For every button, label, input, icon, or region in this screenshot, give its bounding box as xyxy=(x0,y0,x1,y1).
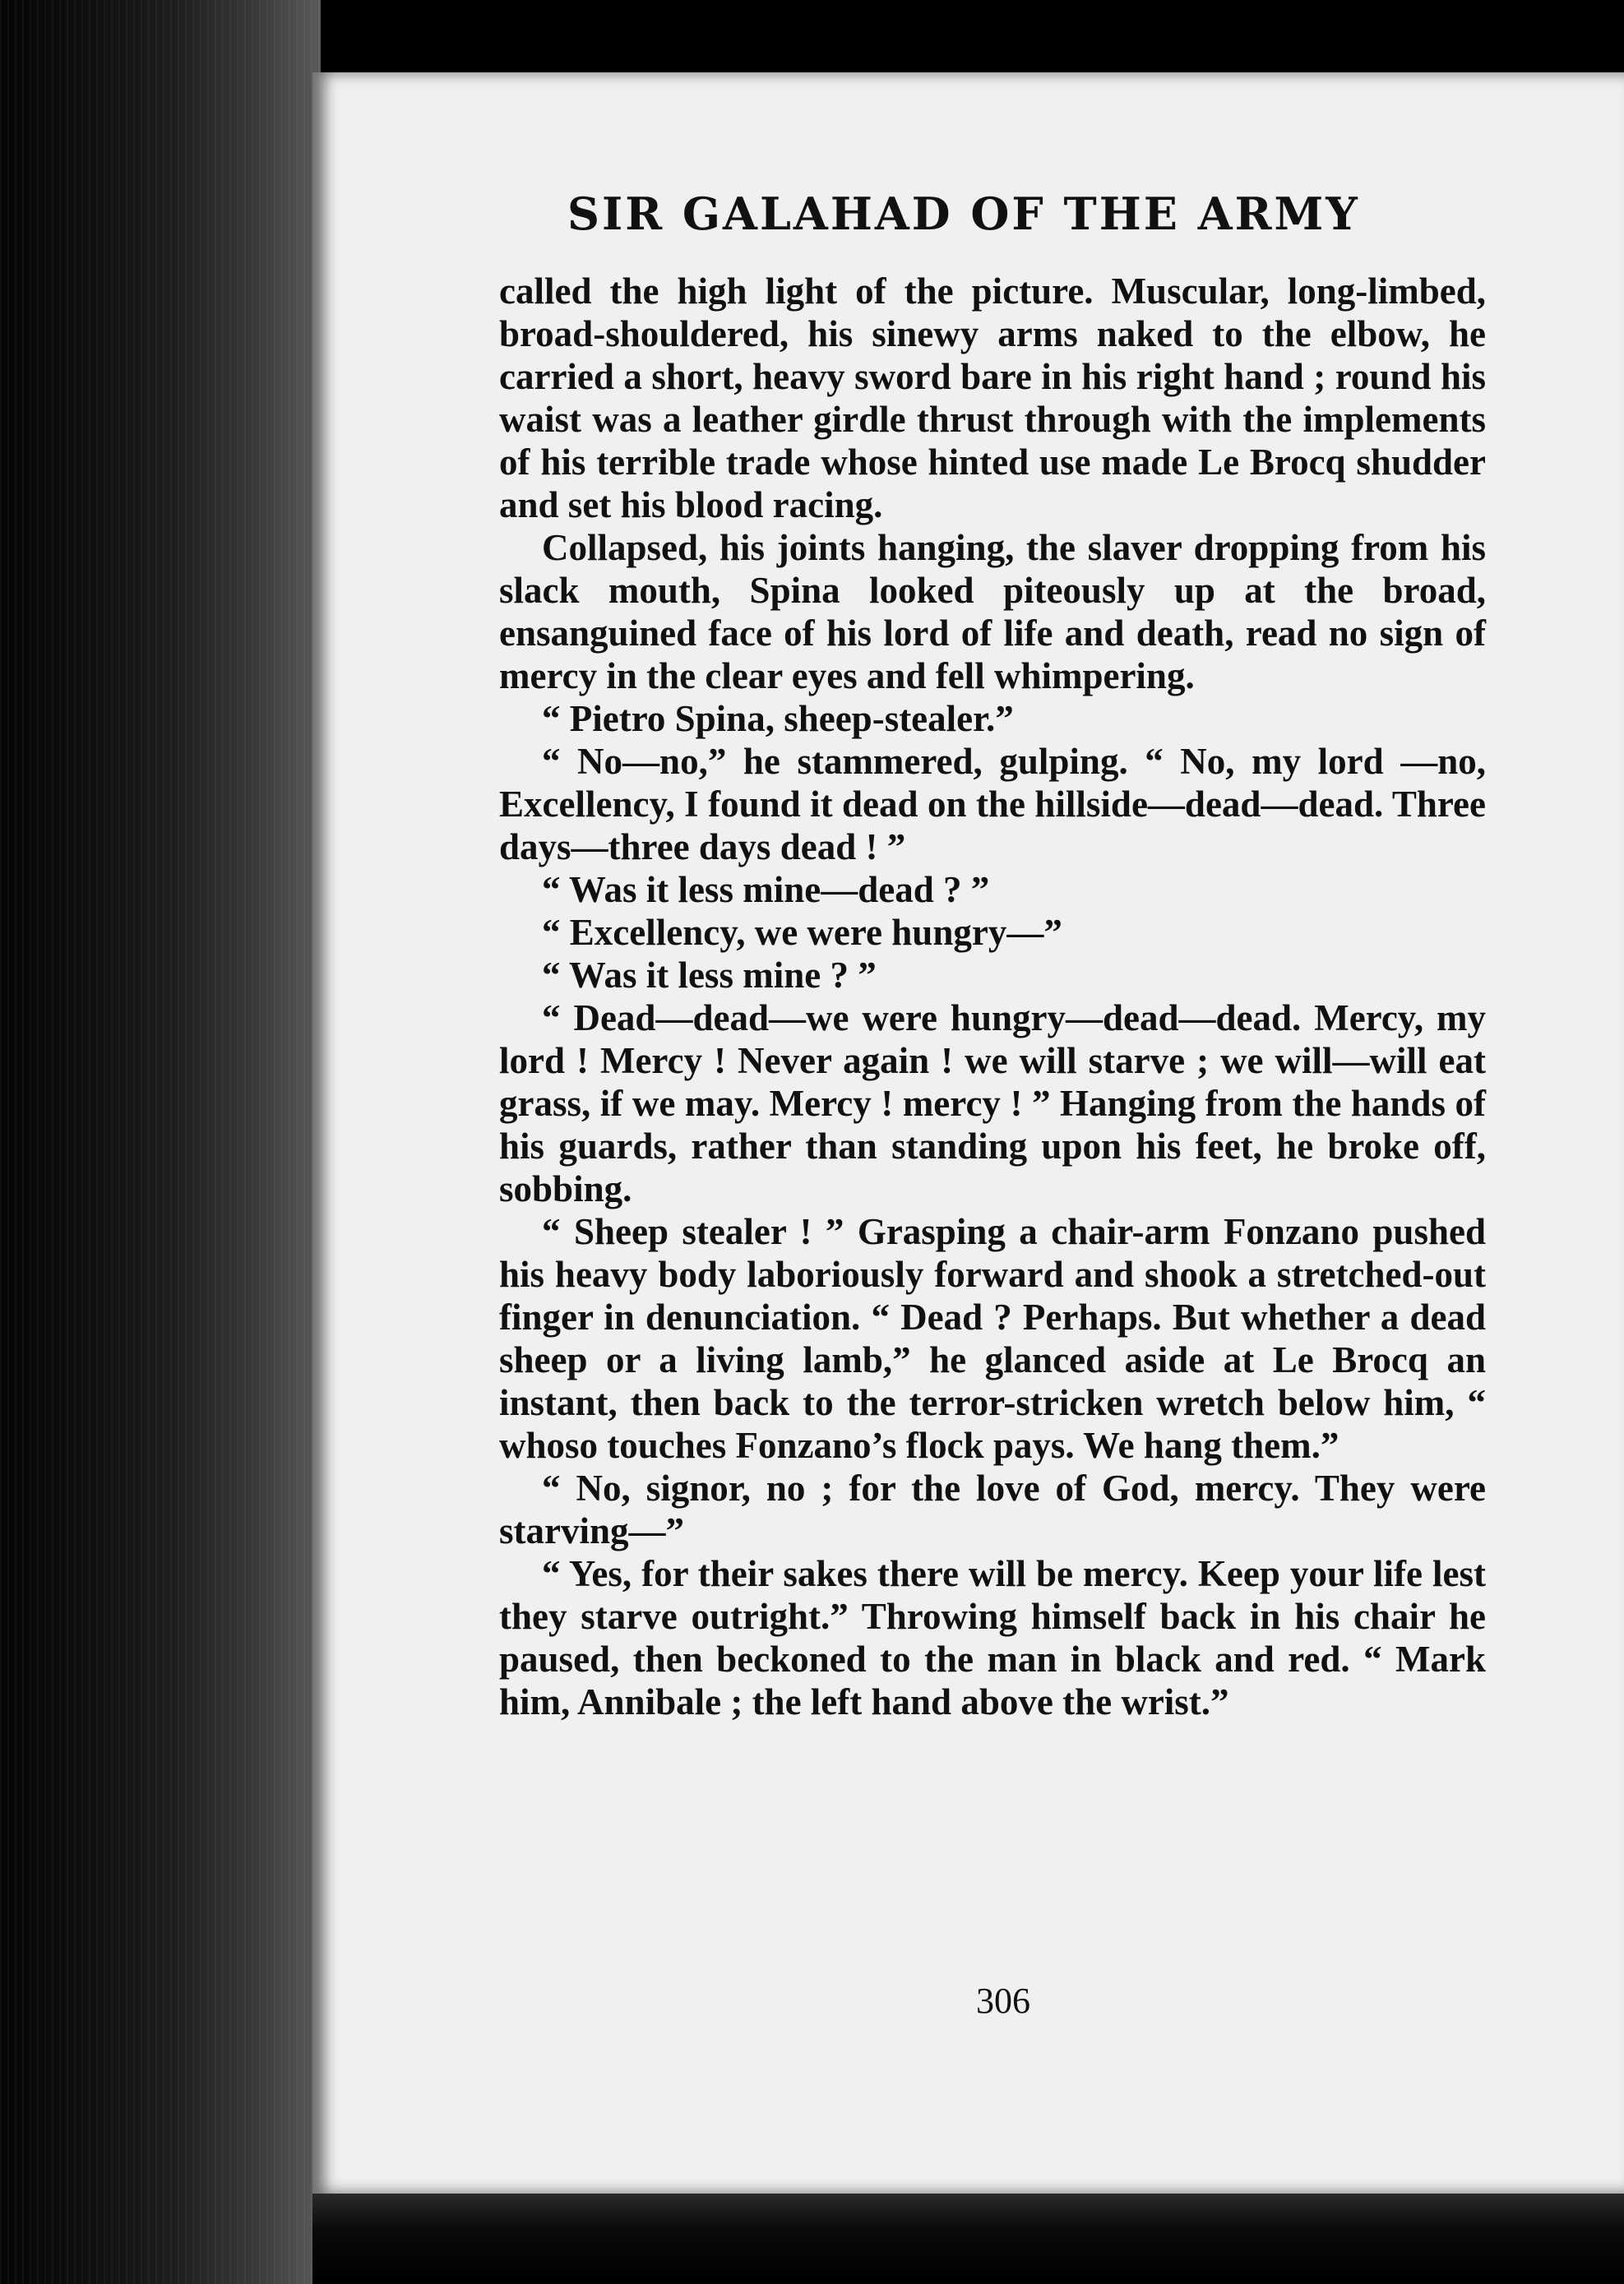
paragraph: Collapsed, his joints hanging, the slaver dropping from his slack mouth, Spina looked piteously up at the broad, ensanguined face of his lord of life and death, read no sign of mercy in the clear eyes and fell whimpering. xyxy=(499,527,1486,696)
paragraph: “ Excellency, we were hungry—” xyxy=(542,912,1062,953)
running-head: SIR GALAHAD OF THE ARMY xyxy=(567,187,1360,240)
page-bottom-edge xyxy=(312,2194,1624,2284)
paragraph: “ Was it less mine ? ” xyxy=(542,955,877,996)
page-number: 306 xyxy=(976,1981,1030,2021)
binding-texture xyxy=(0,0,321,2284)
paragraph: called the high light of the picture. Muscular, long-limbed, broad-shouldered, his sinewy arms naked to the elbow, he carried a short, heavy sword bare in his right hand ; round his waist was a leather girdle thrust through with the implements of his terrible trade whose hinted use made Le Brocq shudder and set his blood racing. xyxy=(499,270,1486,525)
paragraph: “ Yes, for their sakes there will be mercy. Keep your life lest they starve outright.” Throwing himself back in his chair he paused, then beckoned to the man in black and red. “ Mark him, Annibale ; the left hand above the wrist.” xyxy=(499,1553,1486,1722)
paragraph: “ Dead—dead—we were hungry—dead—dead. Mercy, my lord ! Mercy ! Never again ! we will starve ; we will—will eat grass, if we may. Mercy ! mercy ! ” Hanging from the hands of his guards, rather than standing upon his feet, he broke off, sobbing. xyxy=(499,997,1486,1209)
body-text xyxy=(499,270,1486,1723)
paragraph: “ No—no,” he stammered, gulping. “ No, my lord —no, Excellency, I found it dead on the hillside—dead—dead. Three days—three days dead ! ” xyxy=(499,741,1486,867)
paragraph: “ Sheep stealer ! ” Grasping a chair-arm Fonzano pushed his heavy body laboriously forward and shook a stretched-out finger in denunciation. “ Dead ? Perhaps. But whether a dead sheep or a living lamb,” he glanced aside at Le Brocq an instant, then back to the terror-stricken wretch below him, “ whoso touches Fonzano’s flock pays. We hang them.” xyxy=(499,1211,1486,1466)
paragraph: “ Was it less mine—dead ? ” xyxy=(542,869,990,910)
paragraph: “ No, signor, no ; for the love of God, mercy. They were starving—” xyxy=(499,1468,1486,1551)
paragraph: “ Pietro Spina, sheep-stealer.” xyxy=(542,698,1014,739)
